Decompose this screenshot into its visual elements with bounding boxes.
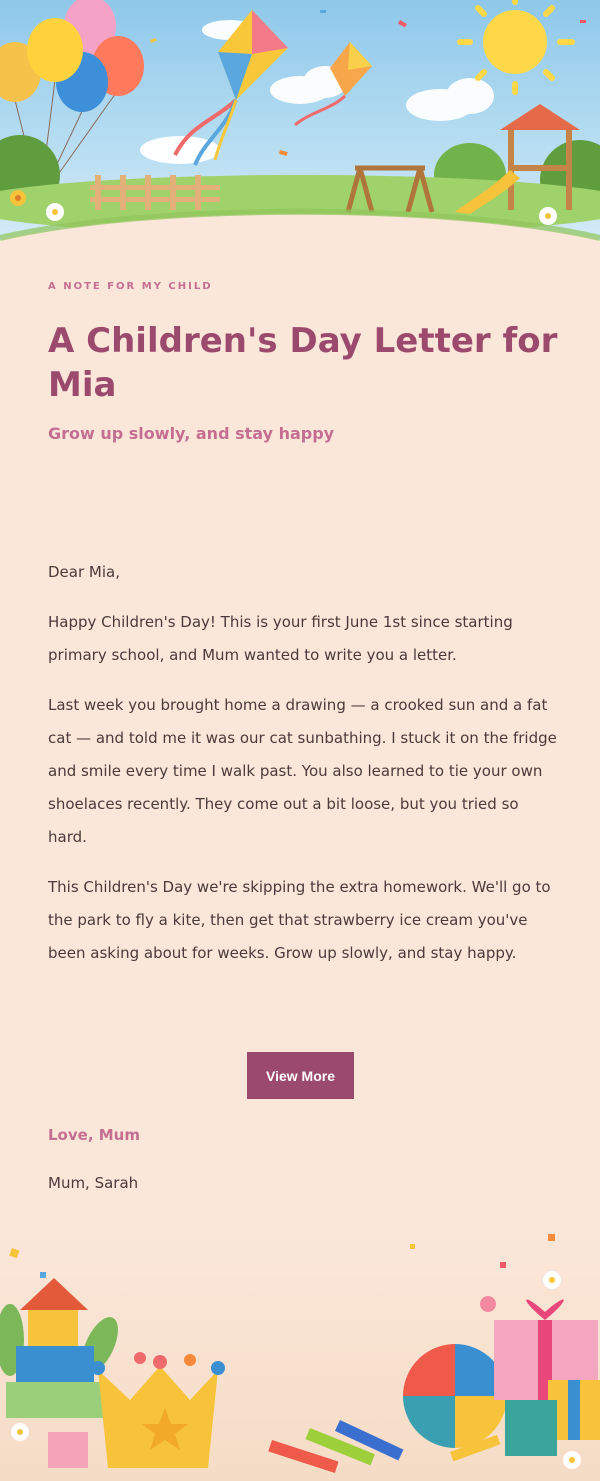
letter-paragraph: This Children's Day we're skipping the extra homework. We'll go to the park to fly a kite, then get that strawberry ice cream you've been asking about for weeks. Grow up slowly, and stay happy. (48, 878, 551, 962)
letter-paragraph: Happy Children's Day! This is your first June 1st since starting primary school, and Mum wanted to write you a letter. (48, 613, 513, 664)
letter-body (48, 556, 558, 987)
letter-greeting: Dear Mia, (48, 563, 120, 581)
letter-signoff: Love, Mum (48, 1126, 140, 1144)
page-subtitle: Grow up slowly, and stay happy (48, 424, 335, 443)
letter-paragraph: Last week you brought home a drawing — a crooked sun and a fat cat — and told me it was our cat sunbathing. I stuck it on the fridge and smile every time I walk past. You also learned to tie your own shoelaces recently. They come out a bit loose, but you tried so hard. (48, 696, 557, 846)
beach-ball-icon (403, 1344, 507, 1448)
eyebrow-label: A NOTE FOR MY CHILD (48, 281, 213, 292)
page-title: A Children's Day Letter for Mia (48, 321, 558, 405)
toys-illustration (0, 1220, 600, 1481)
park-scene-illustration (0, 0, 600, 260)
letter-signature: Mum, Sarah (48, 1174, 139, 1192)
view-more-button[interactable]: View More (247, 1052, 354, 1099)
